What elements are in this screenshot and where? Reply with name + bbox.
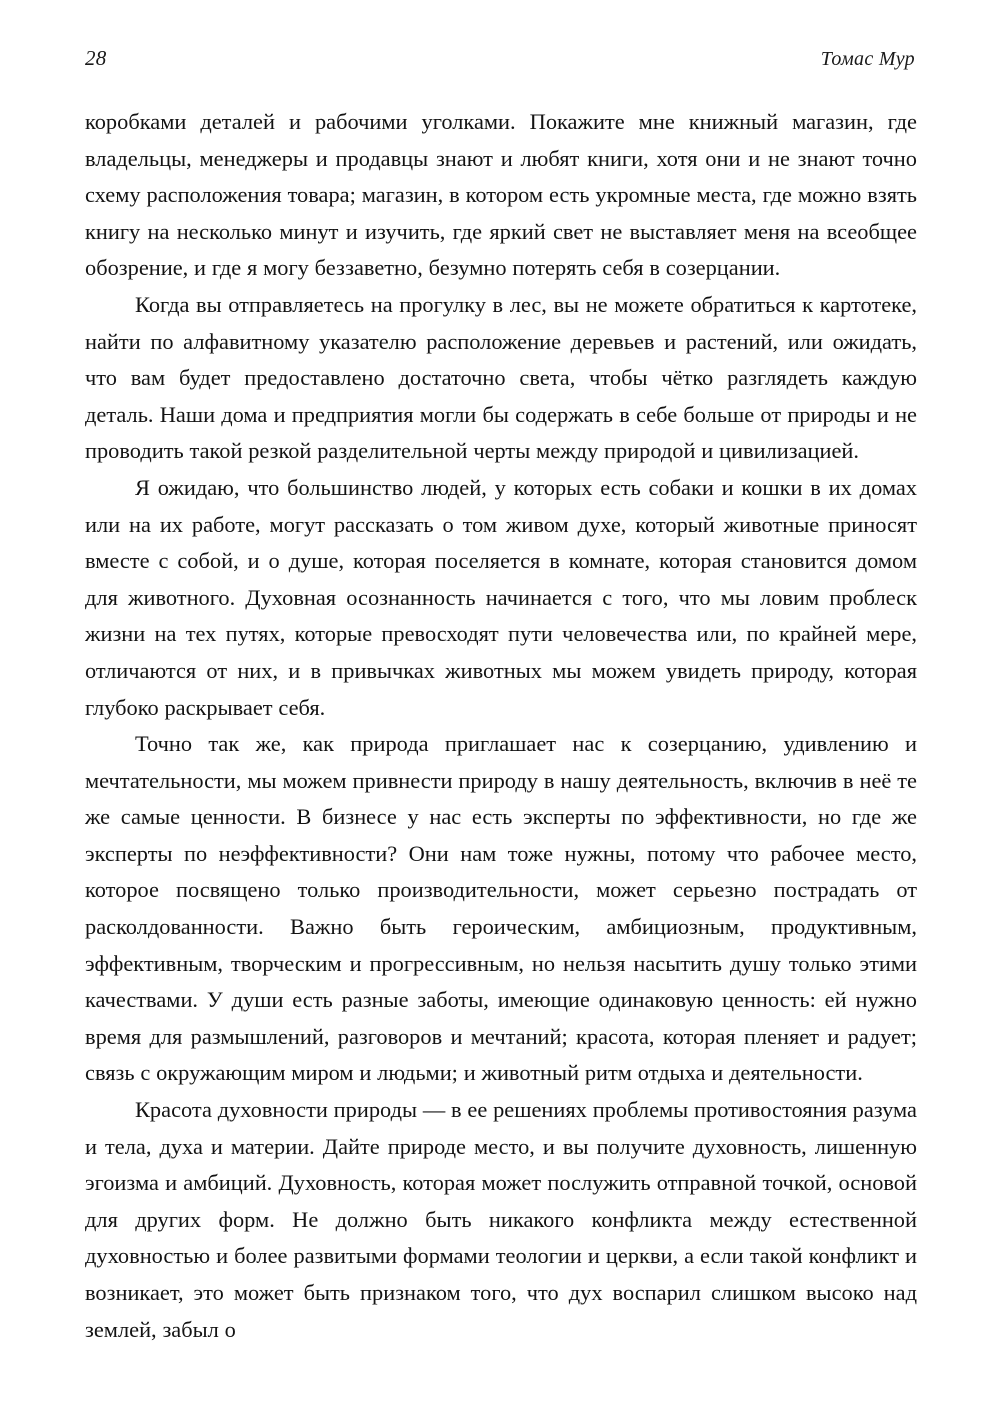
paragraph-2: Когда вы отправляетесь на прогулку в лес, вы не можете обратиться к картотеке, найти по алфавитному указателю расположение деревьев и растений, или ожидать, что вам будет предоставлено достаточно света, чтобы чётко разглядеть каждую деталь. Наши дома и предприятия могли бы содержать в себе больше от природы и не проводить такой резкой разделительной черты между природой и цивилизацией. bbox=[85, 291, 917, 464]
paragraph-3: Я ожидаю, что большинство людей, у которых есть собаки и кошки в их домах или на их работе, могут рассказать о том живом духе, который животные приносят вместе с собой, и о душе, которая поселяется в комнате, которая становится домом для животного. Духовная осознанность начинается с того, что мы ловим проблеск жизни на тех путях, которые превосходят пути человечества или, по крайней мере, отличаются от них, и в привычках животных мы можем увидеть природу, которая глубоко раскрывает себя. bbox=[85, 474, 917, 720]
paragraph-5: Красота духовности природы — в ее решениях проблемы противостояния разума и тела, духа и материи. Дайте природе место, и вы получите духовность, лишенную эгоизма и амбиций. Духовность, которая может послужить отправной точкой, основой для других форм. Не должно быть никакого конфликта между естественной духовностью и более развитыми формами теологии и церкви, а если такой конфликт и возникает, это может быть признаком того, что дух воспарил слишком высоко над землей, забыл о bbox=[85, 1097, 917, 1342]
paragraph-4: Точно так же, как природа приглашает нас к созерцанию, удивлению и мечтательности, мы можем привнести природу в нашу деятельность, включив в неё те же самые ценности. В бизнесе у нас есть эксперты по эффективности, но где же эксперты по неэффективности? Они нам тоже нужны, потому что рабочее место, которое посвящено только производительности, может серьезно пострадать от расколдованности. Важно быть героическим, амбициозным, продуктивным, эффективным, творческим и прогрессивным, но нельзя насытить душу только этими качествами. У души есть разные заботы, имеющие одинаковую ценность: ей нужно время для размышлений, разговоров и мечтаний; красота, которая пленяет и радует; связь с окружающим миром и людьми; и животный ритм отдыха и деятельности. bbox=[85, 731, 917, 1086]
paragraph-1: коробками деталей и рабочими уголками. Покажите мне книжный магазин, где владельцы, менеджеры и продавцы знают и любят книги, хотя они и не знают точно схему расположения товара; магазин, в котором есть укромные места, где можно взять книгу на несколько минут и изучить, где яркий свет не выставляет меня на всеобщее обозрение, и где я могу беззаветно, безумно потерять себя в созерцании. bbox=[85, 109, 917, 281]
running-head-author: Томас Мур bbox=[820, 48, 915, 70]
body-text-block bbox=[85, 104, 917, 1348]
running-header bbox=[85, 48, 915, 80]
page-number: 28 bbox=[85, 46, 107, 70]
